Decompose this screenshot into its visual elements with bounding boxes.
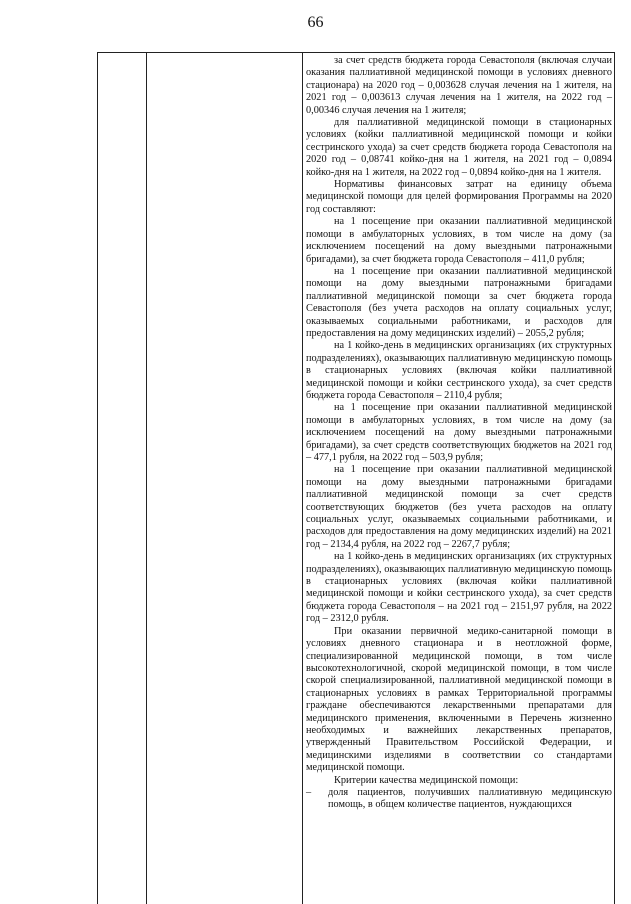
table-column-divider xyxy=(302,53,303,904)
paragraph: для паллиативной медицинской помощи в стационарных условиях (койки паллиативной медицинской помощи и койки сестринского ухода) за счет средств бюджета города Севастополя на 2020 год – 0,08741 койко-дня на 1 жителя, на 2021 год – 0,0894 койко-дня на 1 жителя, на 2022 год – 0,0894 койко-дня на 1 жителя. xyxy=(306,117,612,178)
bullet-text: доля пациентов, получивших паллиативную медицинскую помощь, в общем количестве пациентов, нуждающихся xyxy=(328,786,612,811)
paragraph: за счет средств бюджета города Севастополя (включая случаи оказания паллиативной медицинской помощи в условиях дневного стационара) на 2020 год – 0,003628 случая лечения на 1 жителя, на 2021 год – 0,003613 случая лечения на 1 жителя, на 2022 год – 0,00346 случая лечения на 1 жителя; xyxy=(306,55,612,116)
bullet-item xyxy=(306,787,612,812)
paragraph: на 1 койко-день в медицинских организациях (их структурных подразделениях), оказывающих паллиативную медицинскую помощь в стационарных условиях (включая койки паллиативной медицинской помощи и койки сестринского ухода), за счет средств бюджета города Севастополя – 2110,4 рубля; xyxy=(306,340,612,401)
bullet-dash: – xyxy=(306,786,312,798)
table-column-divider xyxy=(146,53,147,904)
table-text-cell xyxy=(306,55,612,812)
paragraph: на 1 посещение при оказании паллиативной медицинской помощи на дому выездными патронажными бригадами паллиативной медицинской помощи за счет бюджета города Севастополя (без учета расходов на оплату социальных услуг, оказываемых социальными работниками, и расходов для предоставления на дому медицинских изделий) – 2055,2 рубля; xyxy=(306,265,612,339)
paragraph: на 1 посещение при оказании паллиативной медицинской помощи в амбулаторных условиях, в том числе на дому (за исключением посещений на дому выездными патронажными бригадами), за счет средств соответствующих бюджетов на 2021 год – 477,1 рубля, на 2022 год – 503,9 рубля; xyxy=(306,402,612,463)
document-table xyxy=(97,52,615,904)
page-number: 66 xyxy=(307,14,324,31)
paragraph: При оказании первичной медико-санитарной помощи в условиях дневного стационара и в неотложной форме, специализированной медицинской помощи, в том числе высокотехнологичной, скорой медицинской помощи, в том числе скорой специализированной, паллиативной медицинской помощи в стационарных условиях в рамках Территориальной программы граждане обеспечиваются лекарственными препаратами для медицинского применения, включенными в Перечень жизненно необходимых и важнейших лекарственных препаратов, утвержденный Правительством Российской Федерации, и медицинскими изделиями в соответствии со стандартами медицинской помощи. xyxy=(306,625,612,774)
paragraph: на 1 посещение при оказании паллиативной медицинской помощи в амбулаторных условиях, в том числе на дому (за исключением посещений на дому выездными патронажными бригадами), за счет бюджета города Севастополя – 411,0 рубля; xyxy=(306,216,612,265)
paragraph: Критерии качества медицинской помощи: xyxy=(334,774,519,786)
paragraph: на 1 койко-день в медицинских организациях (их структурных подразделениях), оказывающих паллиативную медицинскую помощь в стационарных условиях (включая койки паллиативной медицинской помощи и койки сестринского ухода), за счет средств бюджета города Севастополя – на 2021 год – 2151,97 рубля, на 2022 год – 2312,0 рубля. xyxy=(306,551,612,625)
paragraph: Нормативы финансовых затрат на единицу объема медицинской помощи для целей формирования Программы на 2020 год составляют: xyxy=(306,179,612,215)
paragraph: на 1 посещение при оказании паллиативной медицинской помощи на дому выездными патронажными бригадами паллиативной медицинской помощи за счет средств соответствующих бюджетов (без учета расходов на оплату социальных услуг, оказываемых социальными работниками, и расходов для предоставления на дому медицинских изделий) на 2021 год – 2134,4 рубля, на 2022 год – 2267,7 рубля; xyxy=(306,464,612,550)
